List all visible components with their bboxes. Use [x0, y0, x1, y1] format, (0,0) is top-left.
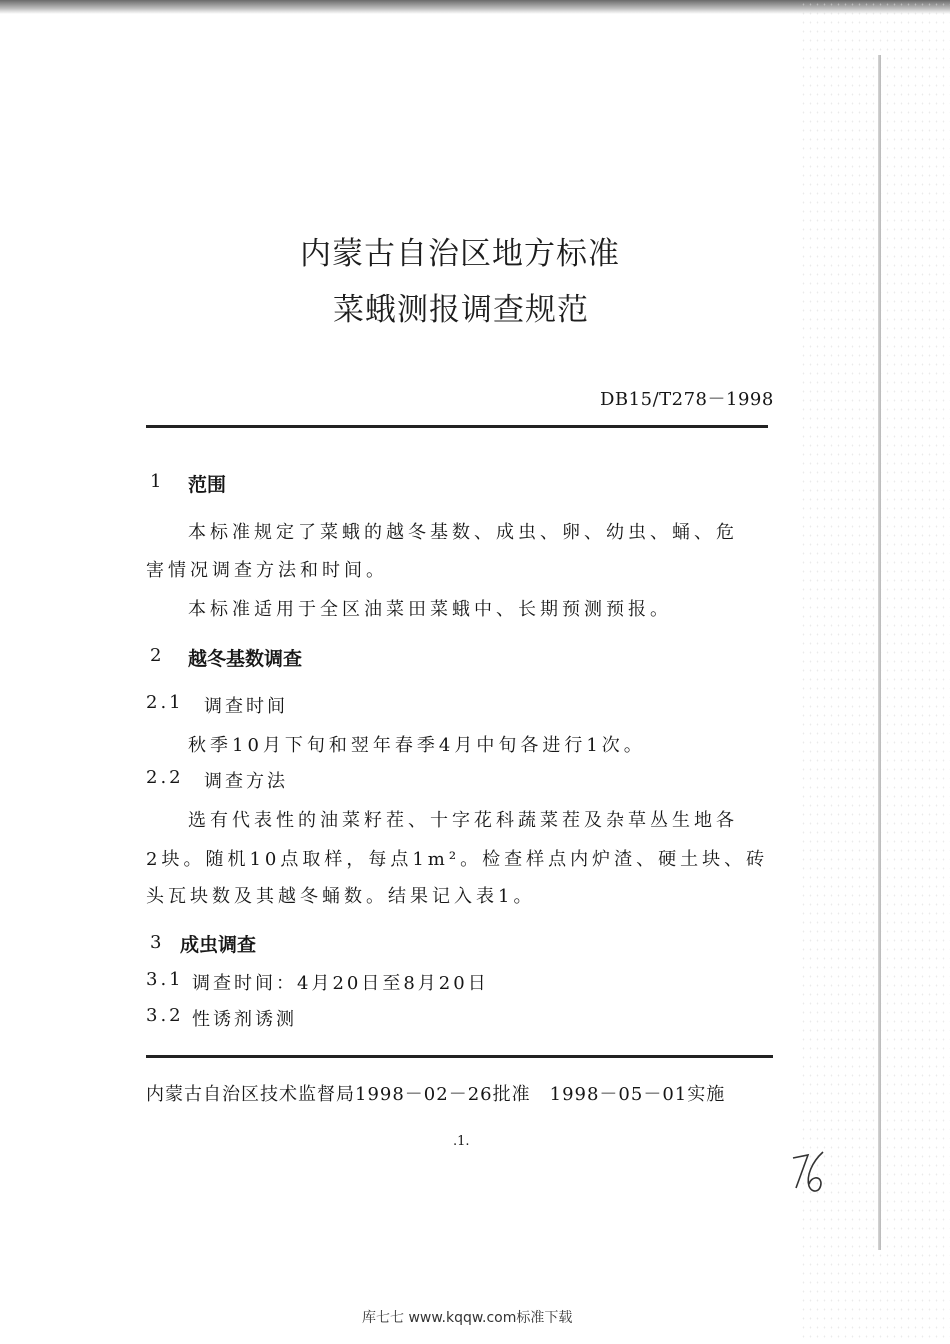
section-1-title: 范围	[188, 474, 227, 496]
section-2-2-line2: 2块。随机10点取样，每点1m²。检查样点内炉渣、硬土块、砖	[146, 849, 769, 870]
section-3-2-number: 3.2	[146, 1005, 184, 1026]
section-3-2-text: 性诱剂诱测	[192, 1009, 297, 1030]
header-divider	[146, 425, 768, 428]
document-title-line1: 内蒙古自治区地方标准	[300, 236, 620, 272]
section-1-para1-line2: 害情况调查方法和时间。	[146, 560, 388, 581]
handwritten-page-annotation	[790, 1148, 832, 1204]
section-3-1-text: 调查时间：4月20日至8月20日	[192, 973, 489, 994]
scan-edge-right	[878, 55, 881, 1250]
section-3-number: 3	[150, 932, 162, 953]
section-2-2-title: 调查方法	[204, 771, 288, 792]
page-number: .1.	[453, 1134, 470, 1149]
section-2-number: 2	[150, 645, 162, 666]
section-1-number: 1	[150, 471, 162, 492]
standard-code: DB15/T278－1998	[600, 389, 774, 410]
section-3-1-number: 3.1	[146, 969, 184, 990]
section-2-title: 越冬基数调查	[188, 648, 303, 670]
section-2-1-text: 秋季10月下旬和翌年春季4月中旬各进行1次。	[188, 735, 646, 756]
approval-footer: 内蒙古自治区技术监督局1998－02－26批准 1998－05－01实施	[146, 1084, 726, 1105]
section-2-1-title: 调查时间	[204, 696, 288, 717]
section-2-2-line1: 选有代表性的油菜籽茬、十字花科蔬菜茬及杂草丛生地各	[188, 810, 738, 831]
scan-noise	[800, 0, 950, 1344]
document-title-line2: 菜蛾测报调查规范	[333, 292, 589, 328]
watermark-footer: 库七七 www.kqqw.com标准下载	[362, 1310, 573, 1326]
section-1-para1-line1: 本标准规定了菜蛾的越冬基数、成虫、卵、幼虫、蛹、危	[188, 522, 738, 543]
section-2-2-number: 2.2	[146, 767, 184, 788]
section-3-title: 成虫调查	[180, 934, 257, 956]
section-1-para2: 本标准适用于全区油菜田菜蛾中、长期预测预报。	[188, 599, 672, 620]
section-2-2-line3: 头瓦块数及其越冬蛹数。结果记入表1。	[146, 886, 536, 907]
section-2-1-number: 2.1	[146, 692, 184, 713]
footer-divider	[146, 1055, 773, 1058]
